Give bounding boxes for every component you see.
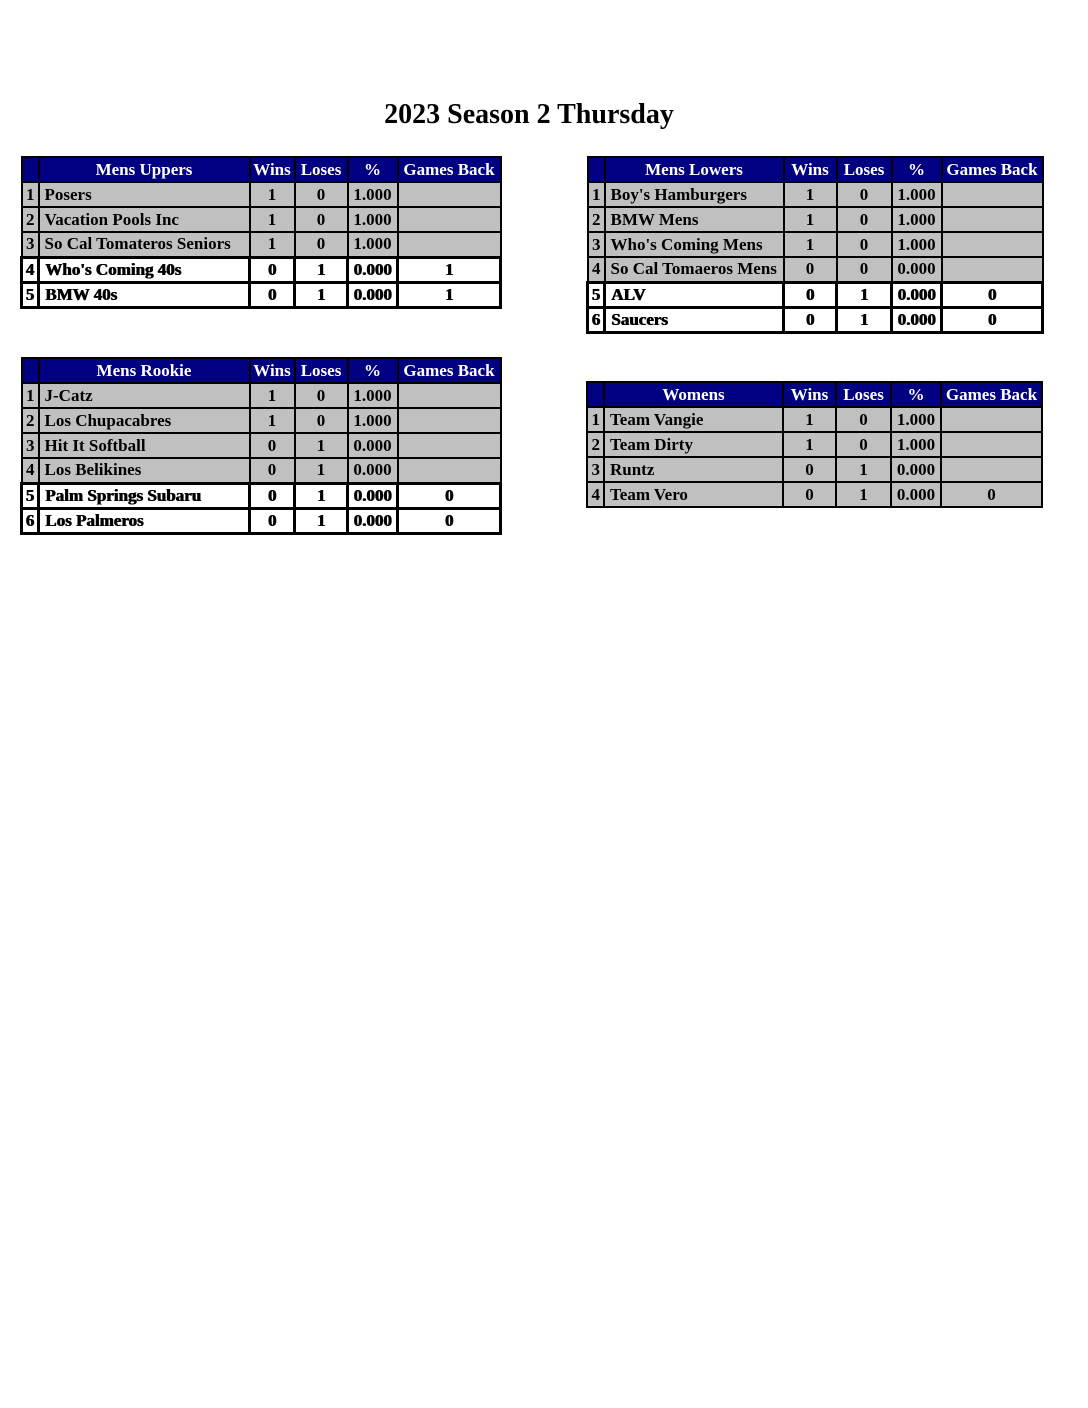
wins-cell: 1 [784, 207, 837, 232]
games-back-cell: 0 [398, 483, 501, 508]
team-name-cell: So Cal Tomaeros Mens [605, 257, 784, 282]
team-row [22, 207, 501, 232]
team-row [22, 182, 501, 207]
pct-cell: 0.000 [891, 457, 941, 482]
team-row [588, 282, 1043, 307]
pct-cell: 1.000 [891, 432, 941, 457]
rank-cell: 3 [22, 433, 39, 458]
rank-cell: 4 [22, 458, 39, 483]
loses-cell: 1 [295, 508, 348, 533]
rank-cell: 4 [22, 257, 39, 282]
loses-cell: 0 [837, 207, 892, 232]
rank-cell: 2 [587, 432, 604, 457]
team-name-cell: Vacation Pools Inc [39, 207, 250, 232]
team-name-cell: Los Palmeros [39, 508, 250, 533]
games-back-cell [942, 232, 1043, 257]
team-row [22, 458, 501, 483]
wins-header: Wins [250, 157, 295, 182]
team-name-cell: BMW Mens [605, 207, 784, 232]
games-back-header: Games Back [941, 382, 1042, 407]
loses-cell: 0 [837, 182, 892, 207]
pct-cell: 0.000 [348, 257, 398, 282]
standings-table-mens-rookie [20, 357, 502, 535]
wins-header: Wins [783, 382, 836, 407]
team-name-cell: Team Dirty [604, 432, 783, 457]
rank-cell: 6 [22, 508, 39, 533]
games-back-cell [398, 383, 501, 408]
rank-cell: 4 [587, 482, 604, 507]
rank-cell: 1 [22, 383, 39, 408]
team-name-cell: Runtz [604, 457, 783, 482]
wins-cell: 1 [250, 207, 295, 232]
rank-cell: 4 [588, 257, 605, 282]
wins-header: Wins [784, 157, 837, 182]
wins-cell: 1 [250, 408, 295, 433]
rank-cell: 3 [22, 232, 39, 257]
loses-cell: 0 [295, 232, 348, 257]
wins-cell: 1 [250, 182, 295, 207]
team-name-cell: ALV [605, 282, 784, 307]
pct-cell: 1.000 [348, 408, 398, 433]
rank-cell: 2 [22, 408, 39, 433]
team-row [22, 383, 501, 408]
team-name-cell: Team Vangie [604, 407, 783, 432]
wins-cell: 1 [783, 432, 836, 457]
wins-cell: 1 [250, 232, 295, 257]
team-name-cell: Team Vero [604, 482, 783, 507]
page-title: 2023 Season 2 Thursday [384, 99, 674, 130]
pct-header: % [348, 157, 398, 182]
team-row [587, 407, 1042, 432]
team-row [587, 432, 1042, 457]
league-name-header: Womens [604, 382, 783, 407]
games-back-cell [942, 257, 1043, 282]
team-row [588, 257, 1043, 282]
wins-cell: 1 [784, 232, 837, 257]
pct-cell: 0.000 [891, 482, 941, 507]
team-name-cell: Who's Coming Mens [605, 232, 784, 257]
rank-cell: 3 [587, 457, 604, 482]
pct-cell: 1.000 [892, 232, 942, 257]
pct-cell: 1.000 [891, 407, 941, 432]
team-name-cell: Saucers [605, 307, 784, 332]
pct-cell: 0.000 [892, 282, 942, 307]
games-back-cell [398, 207, 501, 232]
games-back-cell: 1 [398, 257, 501, 282]
pct-cell: 1.000 [348, 232, 398, 257]
wins-cell: 0 [250, 458, 295, 483]
loses-cell: 0 [837, 232, 892, 257]
rank-header-cell [22, 157, 39, 182]
games-back-cell [941, 407, 1042, 432]
games-back-cell: 0 [398, 508, 501, 533]
rank-cell: 1 [587, 407, 604, 432]
team-row [588, 232, 1043, 257]
rank-cell: 2 [22, 207, 39, 232]
loses-cell: 1 [836, 482, 891, 507]
pct-header: % [891, 382, 941, 407]
pct-cell: 1.000 [348, 182, 398, 207]
team-row [588, 207, 1043, 232]
loses-cell: 0 [836, 407, 891, 432]
loses-cell: 1 [836, 457, 891, 482]
loses-header: Loses [837, 157, 892, 182]
team-row [22, 508, 501, 533]
team-row [22, 282, 501, 307]
wins-cell: 0 [250, 483, 295, 508]
wins-cell: 0 [250, 508, 295, 533]
wins-cell: 0 [250, 433, 295, 458]
loses-cell: 1 [295, 433, 348, 458]
wins-cell: 0 [783, 482, 836, 507]
wins-cell: 0 [784, 257, 837, 282]
loses-cell: 0 [837, 257, 892, 282]
team-name-cell: So Cal Tomateros Seniors [39, 232, 250, 257]
team-row [22, 408, 501, 433]
rank-cell: 2 [588, 207, 605, 232]
team-name-cell: Boy's Hamburgers [605, 182, 784, 207]
games-back-cell: 0 [941, 482, 1042, 507]
team-name-cell: J-Catz [39, 383, 250, 408]
header-row [588, 157, 1043, 182]
header-row [587, 382, 1042, 407]
games-back-cell [942, 182, 1043, 207]
games-back-header: Games Back [942, 157, 1043, 182]
loses-cell: 1 [295, 483, 348, 508]
wins-cell: 0 [784, 282, 837, 307]
team-row [587, 482, 1042, 507]
header-row [22, 358, 501, 383]
pct-cell: 1.000 [892, 182, 942, 207]
games-back-cell: 0 [942, 282, 1043, 307]
loses-cell: 0 [836, 432, 891, 457]
wins-cell: 0 [783, 457, 836, 482]
games-back-cell [398, 232, 501, 257]
pct-cell: 1.000 [348, 207, 398, 232]
pct-cell: 1.000 [348, 383, 398, 408]
team-row [588, 307, 1043, 332]
pct-cell: 0.000 [348, 433, 398, 458]
loses-header: Loses [295, 358, 348, 383]
loses-cell: 1 [837, 307, 892, 332]
loses-cell: 1 [295, 257, 348, 282]
loses-cell: 0 [295, 383, 348, 408]
games-back-cell [398, 458, 501, 483]
team-name-cell: Los Belikines [39, 458, 250, 483]
games-back-header: Games Back [398, 358, 501, 383]
team-name-cell: Posers [39, 182, 250, 207]
rank-header-cell [588, 157, 605, 182]
team-row [587, 457, 1042, 482]
wins-header: Wins [250, 358, 295, 383]
pct-cell: 0.000 [348, 483, 398, 508]
pct-header: % [892, 157, 942, 182]
games-back-cell [398, 433, 501, 458]
wins-cell: 0 [250, 257, 295, 282]
league-name-header: Mens Rookie [39, 358, 250, 383]
rank-header-cell [587, 382, 604, 407]
rank-cell: 3 [588, 232, 605, 257]
pct-cell: 0.000 [892, 307, 942, 332]
wins-cell: 1 [784, 182, 837, 207]
pct-cell: 1.000 [892, 207, 942, 232]
league-name-header: Mens Uppers [39, 157, 250, 182]
standings-table-womens [586, 381, 1043, 508]
games-back-cell [941, 432, 1042, 457]
pct-cell: 0.000 [348, 508, 398, 533]
team-row [588, 182, 1043, 207]
games-back-cell: 1 [398, 282, 501, 307]
team-name-cell: Palm Springs Subaru [39, 483, 250, 508]
team-name-cell: Los Chupacabres [39, 408, 250, 433]
team-row [22, 232, 501, 257]
loses-cell: 0 [295, 408, 348, 433]
rank-cell: 1 [22, 182, 39, 207]
team-row [22, 257, 501, 282]
league-name-header: Mens Lowers [605, 157, 784, 182]
team-name-cell: Who's Coming 40s [39, 257, 250, 282]
loses-cell: 1 [295, 282, 348, 307]
standings-table-mens-lowers [586, 156, 1044, 334]
games-back-cell: 0 [942, 307, 1043, 332]
loses-cell: 1 [295, 458, 348, 483]
pct-cell: 0.000 [892, 257, 942, 282]
header-row [22, 157, 501, 182]
team-row [22, 433, 501, 458]
rank-cell: 5 [22, 483, 39, 508]
standings-table-mens-uppers [20, 156, 502, 309]
loses-header: Loses [836, 382, 891, 407]
games-back-cell [941, 457, 1042, 482]
rank-cell: 6 [588, 307, 605, 332]
games-back-header: Games Back [398, 157, 501, 182]
wins-cell: 0 [250, 282, 295, 307]
rank-cell: 1 [588, 182, 605, 207]
pct-header: % [348, 358, 398, 383]
loses-header: Loses [295, 157, 348, 182]
rank-cell: 5 [22, 282, 39, 307]
loses-cell: 1 [837, 282, 892, 307]
team-name-cell: BMW 40s [39, 282, 250, 307]
games-back-cell [398, 408, 501, 433]
wins-cell: 1 [783, 407, 836, 432]
pct-cell: 0.000 [348, 282, 398, 307]
games-back-cell [398, 182, 501, 207]
wins-cell: 1 [250, 383, 295, 408]
games-back-cell [942, 207, 1043, 232]
team-name-cell: Hit It Softball [39, 433, 250, 458]
pct-cell: 0.000 [348, 458, 398, 483]
rank-cell: 5 [588, 282, 605, 307]
team-row [22, 483, 501, 508]
wins-cell: 0 [784, 307, 837, 332]
loses-cell: 0 [295, 207, 348, 232]
loses-cell: 0 [295, 182, 348, 207]
rank-header-cell [22, 358, 39, 383]
